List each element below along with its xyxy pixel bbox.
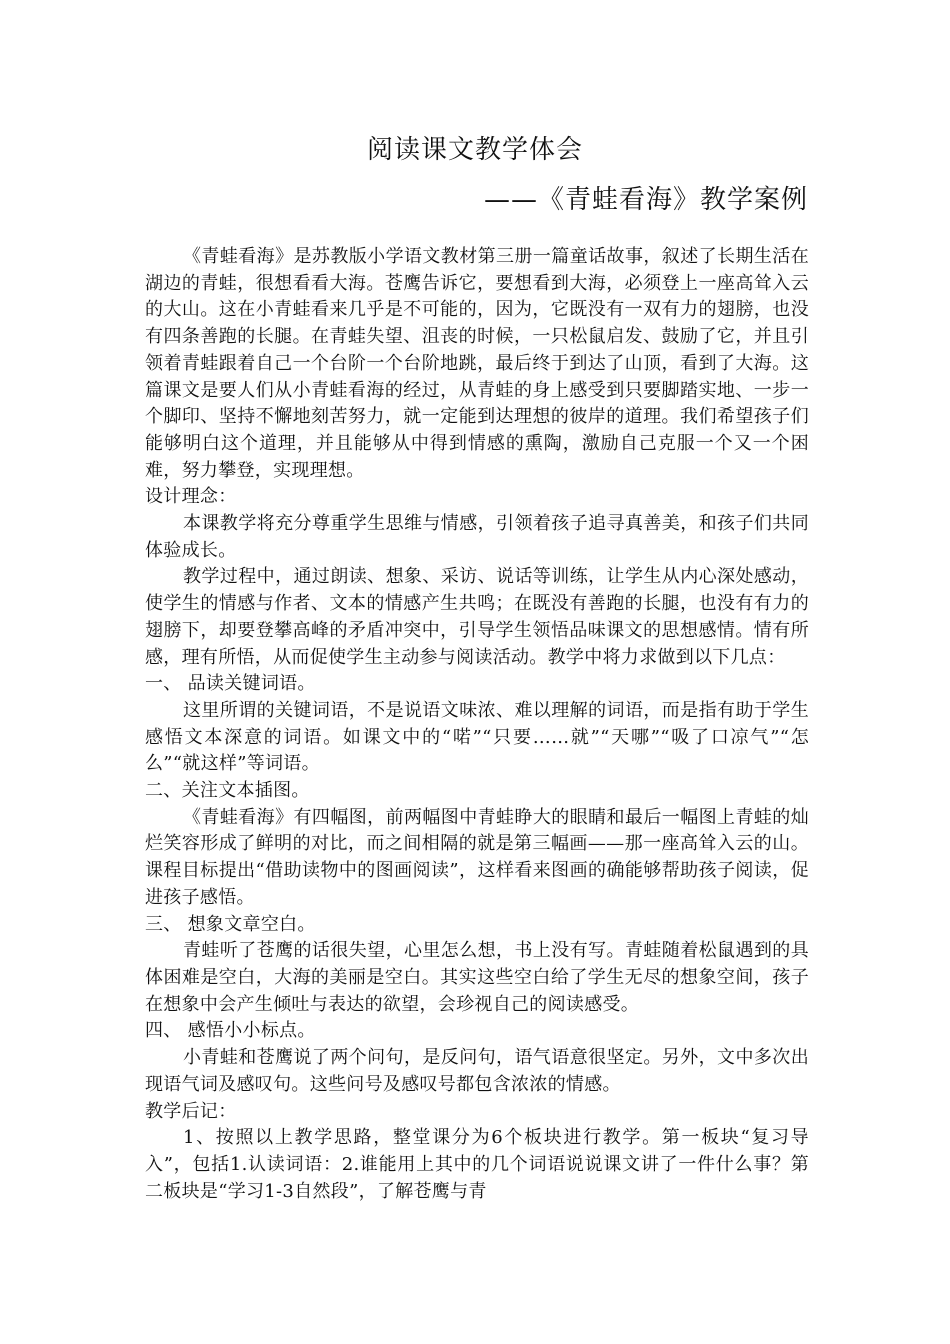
paragraph-point-1: 这里所谓的关键词语，不是说语文味浓、难以理解的词语，而是指有助于学生感悟文本深意的词语。如课文中的“喏”“只要……就”“天哪”“吸了口凉气”“怎么”“就这样”等词语。 xyxy=(145,699,809,775)
heading-point-2: 二、关注文本插图。 xyxy=(145,780,310,802)
heading-point-4: 四、 感悟小小标点。 xyxy=(145,1020,316,1042)
paragraph-intro: 《青蛙看海》是苏教版小学语文教材第三册一篇童话故事，叙述了长期生活在湖边的青蛙，很想看看大海。苍鹰告诉它，要想看到大海，必须登上一座高耸入云的大山。这在小青蛙看来几乎是不可能的，因为，它既没有一双有力的翅膀，也没有四条善跑的长腿。在青蛙失望、沮丧的时候，一只松鼠启发、鼓励了它，并且引领着青蛙跟着自己一个台阶一个台阶地跳，最后终于到达了山顶，看到了大海。这篇课文是要人们从小青蛙看海的经过，从青蛙的身上感受到只要脚踏实地、一步一个脚印、坚持不懈地刻苦努力，就一定能到达理想的彼岸的道理。我们希望孩子们能够明白这个道理，并且能够从中得到情感的熏陶，激励自己克服一个又一个困难，努力攀登，实现理想。 xyxy=(145,246,809,481)
paragraph-point-2: 《青蛙看海》有四幅图，前两幅图中青蛙睁大的眼睛和最后一幅图上青蛙的灿烂笑容形成了鲜明的对比，而之间相隔的就是第三幅画——那一座高耸入云的山。课程目标提出“借助读物中的图画阅读”，这样看来图画的确能够帮助孩子阅读，促进孩子感悟。 xyxy=(145,806,809,908)
paragraph-point-3: 青蛙听了苍鹰的话很失望，心里怎么想，书上没有写。青蛙随着松鼠遇到的具体困难是空白，大海的美丽是空白。其实这些空白给了学生无尽的想象空间，孩子在想象中会产生倾吐与表达的欲望，会珍视自己的阅读感受。 xyxy=(145,940,809,1015)
document-title: 阅读课文教学体会 xyxy=(366,135,583,165)
paragraph-teaching-notes: 1、按照以上教学思路，整堂课分为6个板块进行教学。第一板块“复习导入”，包括1.认读词语：2.谁能用上其中的几个词语说说课文讲了一件什么事？第二板块是“学习1-3自然段”，了解苍鹰与青 xyxy=(145,1127,809,1202)
document-body xyxy=(145,244,809,1205)
paragraph-point-4: 小青蛙和苍鹰说了两个问句，是反问句，语气语意很坚定。另外，文中多次出现语气词及感叹句。这些问号及感叹号都包含浓浓的情感。 xyxy=(145,1047,809,1095)
paragraph-concept-1: 本课教学将充分尊重学生思维与情感，引领着孩子追寻真善美，和孩子们共同体验成长。 xyxy=(145,513,809,561)
heading-point-3: 三、 想象文章空白。 xyxy=(145,913,316,935)
document-subtitle: ——《青蛙看海》教学案例 xyxy=(483,185,808,215)
heading-teaching-notes: 教学后记： xyxy=(145,1100,237,1122)
paragraph-concept-2: 教学过程中，通过朗读、想象、采访、说话等训练，让学生从内心深处感动，使学生的情感与作者、文本的情感产生共鸣；在既没有善跑的长腿，也没有有力的翅膀下，却要登攀高峰的矛盾冲突中，引导学生领悟品味课文的思想感情。情有所感，理有所悟，从而促使学生主动参与阅读活动。教学中将力求做到以下几点： xyxy=(145,566,809,668)
heading-design-concept: 设计理念： xyxy=(145,486,237,508)
heading-point-1: 一、 品读关键词语。 xyxy=(145,673,316,695)
